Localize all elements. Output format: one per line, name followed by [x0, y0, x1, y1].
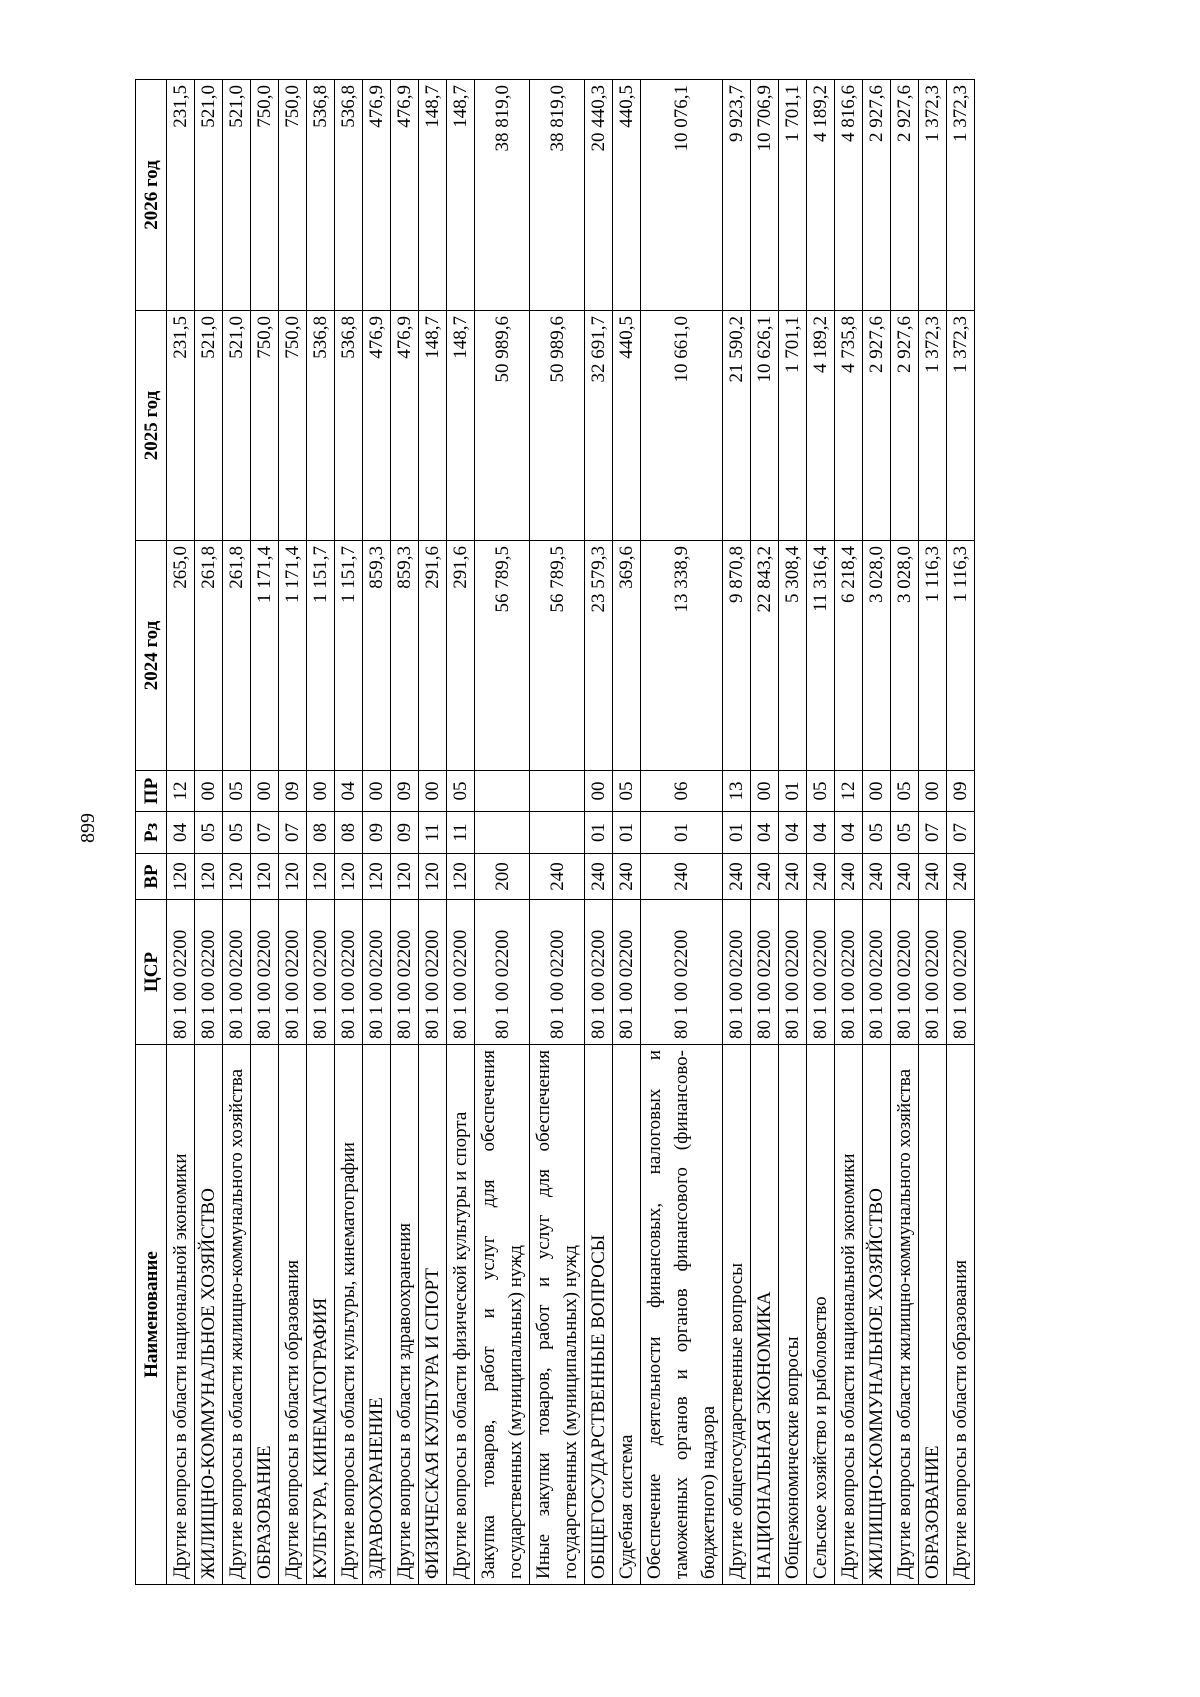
row-2025-cell: 536,8 — [307, 311, 335, 541]
row-name-cell: ОБРАЗОВАНИЕ — [919, 1045, 947, 1585]
table-row — [307, 80, 335, 1585]
row-csr-cell: 80 1 00 02200 — [223, 900, 251, 1045]
row-2025-cell: 10 661,0 — [641, 311, 723, 541]
row-2026-cell: 38 819,0 — [475, 80, 530, 311]
row-name-cell: Другие вопросы в области жилищно-коммунального хозяйства — [223, 1045, 251, 1585]
row-2025-cell: 536,8 — [335, 311, 363, 541]
row-2024-cell: 1 171,4 — [251, 541, 279, 771]
row-vr-cell: 120 — [251, 854, 279, 900]
table-row — [779, 80, 807, 1585]
row-csr-cell: 80 1 00 02200 — [835, 900, 863, 1045]
row-2024-cell: 1 151,7 — [335, 541, 363, 771]
row-pr-cell — [530, 771, 585, 812]
row-vr-cell: 240 — [919, 854, 947, 900]
row-csr-cell: 80 1 00 02200 — [279, 900, 307, 1045]
row-rz-cell: 01 — [723, 812, 751, 854]
row-pr-cell: 05 — [891, 771, 919, 812]
row-name-cell: Другие вопросы в области жилищно-коммунального хозяйства — [891, 1045, 919, 1585]
row-name-cell: Другие вопросы в области культуры, кинематографии — [335, 1045, 363, 1585]
row-pr-cell: 00 — [585, 771, 613, 812]
table-row — [530, 80, 585, 1585]
row-pr-cell: 09 — [279, 771, 307, 812]
row-2025-cell: 521,0 — [195, 311, 223, 541]
header-vr: ВР — [136, 854, 167, 900]
row-name-cell: Другие общегосударственные вопросы — [723, 1045, 751, 1585]
row-pr-cell: 05 — [447, 771, 475, 812]
row-vr-cell: 240 — [530, 854, 585, 900]
table-row — [195, 80, 223, 1585]
row-name-cell: Другие вопросы в области здравоохранения — [391, 1045, 419, 1585]
row-2026-cell: 536,8 — [307, 80, 335, 311]
row-2025-cell: 1 701,1 — [779, 311, 807, 541]
header-pr: ПР — [136, 771, 167, 812]
row-2026-cell: 2 927,6 — [863, 80, 891, 311]
table-row — [751, 80, 779, 1585]
row-2025-cell: 2 927,6 — [863, 311, 891, 541]
table-row — [363, 80, 391, 1585]
row-vr-cell: 120 — [307, 854, 335, 900]
row-2024-cell: 859,3 — [391, 541, 419, 771]
table-row — [891, 80, 919, 1585]
table-row — [723, 80, 751, 1585]
row-csr-cell: 80 1 00 02200 — [723, 900, 751, 1045]
row-2024-cell: 369,6 — [613, 541, 641, 771]
row-name-cell: ЖИЛИЩНО-КОММУНАЛЬНОЕ ХОЗЯЙСТВО — [863, 1045, 891, 1585]
row-2024-cell: 6 218,4 — [835, 541, 863, 771]
row-csr-cell: 80 1 00 02200 — [919, 900, 947, 1045]
row-csr-cell: 80 1 00 02200 — [891, 900, 919, 1045]
row-2025-cell: 231,5 — [167, 311, 195, 541]
table-row — [167, 80, 195, 1585]
row-2024-cell: 1 151,7 — [307, 541, 335, 771]
row-2024-cell: 5 308,4 — [779, 541, 807, 771]
row-2026-cell: 4 816,6 — [835, 80, 863, 311]
row-rz-cell — [475, 812, 530, 854]
table-row — [947, 80, 975, 1585]
row-vr-cell: 240 — [891, 854, 919, 900]
page-number: 899 — [77, 813, 99, 843]
row-name-cell: Другие вопросы в области физической культуры и спорта — [447, 1045, 475, 1585]
row-csr-cell: 80 1 00 02200 — [613, 900, 641, 1045]
row-pr-cell: 12 — [167, 771, 195, 812]
row-rz-cell: 07 — [251, 812, 279, 854]
row-csr-cell: 80 1 00 02200 — [363, 900, 391, 1045]
row-name-cell: ЖИЛИЩНО-КОММУНАЛЬНОЕ ХОЗЯЙСТВО — [195, 1045, 223, 1585]
row-rz-cell: 05 — [863, 812, 891, 854]
row-2026-cell: 1 372,3 — [919, 80, 947, 311]
row-csr-cell: 80 1 00 02200 — [447, 900, 475, 1045]
table-row — [613, 80, 641, 1585]
row-pr-cell: 00 — [251, 771, 279, 812]
row-2024-cell: 23 579,3 — [585, 541, 613, 771]
row-2025-cell: 1 372,3 — [947, 311, 975, 541]
row-csr-cell: 80 1 00 02200 — [641, 900, 723, 1045]
row-vr-cell: 120 — [447, 854, 475, 900]
row-csr-cell: 80 1 00 02200 — [475, 900, 530, 1045]
row-2024-cell: 56 789,5 — [475, 541, 530, 771]
budget-table-container — [135, 80, 1200, 1585]
table-row — [223, 80, 251, 1585]
row-2026-cell: 2 927,6 — [891, 80, 919, 311]
row-2025-cell: 440,5 — [613, 311, 641, 541]
row-rz-cell: 11 — [419, 812, 447, 854]
row-vr-cell: 240 — [723, 854, 751, 900]
row-2024-cell: 22 843,2 — [751, 541, 779, 771]
row-2025-cell: 50 989,6 — [530, 311, 585, 541]
table-row — [447, 80, 475, 1585]
table-row — [919, 80, 947, 1585]
row-csr-cell: 80 1 00 02200 — [419, 900, 447, 1045]
row-csr-cell: 80 1 00 02200 — [307, 900, 335, 1045]
row-pr-cell — [475, 771, 530, 812]
row-rz-cell: 11 — [447, 812, 475, 854]
row-csr-cell: 80 1 00 02200 — [530, 900, 585, 1045]
row-rz-cell: 05 — [891, 812, 919, 854]
row-vr-cell: 240 — [863, 854, 891, 900]
row-name-cell: Иные закупки товаров, работ и услуг для обеспечения государственных (муниципальных) нужд — [530, 1045, 585, 1585]
row-pr-cell: 12 — [835, 771, 863, 812]
row-2025-cell: 10 626,1 — [751, 311, 779, 541]
row-2024-cell: 3 028,0 — [863, 541, 891, 771]
row-rz-cell: 09 — [363, 812, 391, 854]
row-2025-cell: 750,0 — [251, 311, 279, 541]
header-2026: 2026 год — [136, 80, 167, 311]
row-name-cell: Другие вопросы в области образования — [279, 1045, 307, 1585]
row-vr-cell: 240 — [807, 854, 835, 900]
table-row — [807, 80, 835, 1585]
table-body — [167, 80, 975, 1585]
row-2024-cell: 1 171,4 — [279, 541, 307, 771]
row-2026-cell: 521,0 — [195, 80, 223, 311]
row-csr-cell: 80 1 00 02200 — [947, 900, 975, 1045]
row-2025-cell: 4 189,2 — [807, 311, 835, 541]
row-2026-cell: 4 189,2 — [807, 80, 835, 311]
row-name-cell: Закупка товаров, работ и услуг для обеспечения государственных (муниципальных) нужд — [475, 1045, 530, 1585]
row-name-cell: Другие вопросы в области национальной экономики — [167, 1045, 195, 1585]
header-rz: Рз — [136, 812, 167, 854]
row-pr-cell: 13 — [723, 771, 751, 812]
row-2024-cell: 11 316,4 — [807, 541, 835, 771]
budget-table — [135, 79, 975, 1585]
row-name-cell: Другие вопросы в области образования — [947, 1045, 975, 1585]
row-2026-cell: 10 076,1 — [641, 80, 723, 311]
row-pr-cell: 00 — [363, 771, 391, 812]
row-name-cell: НАЦИОНАЛЬНАЯ ЭКОНОМИКА — [751, 1045, 779, 1585]
row-csr-cell: 80 1 00 02200 — [335, 900, 363, 1045]
row-rz-cell: 04 — [167, 812, 195, 854]
row-vr-cell: 120 — [167, 854, 195, 900]
row-rz-cell: 07 — [279, 812, 307, 854]
table-row — [641, 80, 723, 1585]
table-row — [251, 80, 279, 1585]
row-2025-cell: 476,9 — [363, 311, 391, 541]
table-row — [863, 80, 891, 1585]
table-row — [475, 80, 530, 1585]
row-name-cell: ФИЗИЧЕСКАЯ КУЛЬТУРА И СПОРТ — [419, 1045, 447, 1585]
row-pr-cell: 05 — [223, 771, 251, 812]
row-2024-cell: 56 789,5 — [530, 541, 585, 771]
row-csr-cell: 80 1 00 02200 — [863, 900, 891, 1045]
row-rz-cell: 04 — [779, 812, 807, 854]
row-2024-cell: 261,8 — [195, 541, 223, 771]
row-2024-cell: 1 116,3 — [919, 541, 947, 771]
row-2026-cell: 440,5 — [613, 80, 641, 311]
row-rz-cell: 08 — [307, 812, 335, 854]
table-row — [419, 80, 447, 1585]
row-2025-cell: 476,9 — [391, 311, 419, 541]
row-pr-cell: 00 — [919, 771, 947, 812]
table-row — [585, 80, 613, 1585]
row-rz-cell: 04 — [835, 812, 863, 854]
row-name-cell: КУЛЬТУРА, КИНЕМАТОГРАФИЯ — [307, 1045, 335, 1585]
row-2026-cell: 10 706,9 — [751, 80, 779, 311]
row-2026-cell: 750,0 — [251, 80, 279, 311]
row-vr-cell: 240 — [585, 854, 613, 900]
header-csr: ЦСР — [136, 900, 167, 1045]
row-rz-cell: 09 — [391, 812, 419, 854]
table-row — [835, 80, 863, 1585]
row-pr-cell: 09 — [391, 771, 419, 812]
row-2026-cell: 20 440,3 — [585, 80, 613, 311]
row-2025-cell: 21 590,2 — [723, 311, 751, 541]
row-2025-cell: 50 989,6 — [475, 311, 530, 541]
row-csr-cell: 80 1 00 02200 — [807, 900, 835, 1045]
header-2024: 2024 год — [136, 541, 167, 771]
row-vr-cell: 120 — [363, 854, 391, 900]
row-vr-cell: 120 — [335, 854, 363, 900]
row-2026-cell: 38 819,0 — [530, 80, 585, 311]
row-2025-cell: 148,7 — [447, 311, 475, 541]
row-pr-cell: 05 — [807, 771, 835, 812]
row-vr-cell: 120 — [195, 854, 223, 900]
row-csr-cell: 80 1 00 02200 — [251, 900, 279, 1045]
row-name-cell: Общеэкономические вопросы — [779, 1045, 807, 1585]
row-2024-cell: 3 028,0 — [891, 541, 919, 771]
row-vr-cell: 120 — [279, 854, 307, 900]
row-rz-cell: 07 — [947, 812, 975, 854]
row-2024-cell: 9 870,8 — [723, 541, 751, 771]
row-2025-cell: 521,0 — [223, 311, 251, 541]
row-vr-cell: 120 — [223, 854, 251, 900]
row-2024-cell: 859,3 — [363, 541, 391, 771]
row-vr-cell: 240 — [835, 854, 863, 900]
row-pr-cell: 00 — [419, 771, 447, 812]
row-csr-cell: 80 1 00 02200 — [585, 900, 613, 1045]
row-vr-cell: 240 — [641, 854, 723, 900]
row-2025-cell: 32 691,7 — [585, 311, 613, 541]
row-rz-cell: 01 — [613, 812, 641, 854]
row-vr-cell: 120 — [391, 854, 419, 900]
row-pr-cell: 00 — [195, 771, 223, 812]
row-name-cell: ОБРАЗОВАНИЕ — [251, 1045, 279, 1585]
row-pr-cell: 00 — [863, 771, 891, 812]
header-2025: 2025 год — [136, 311, 167, 541]
row-name-cell: Другие вопросы в области национальной экономики — [835, 1045, 863, 1585]
row-2025-cell: 1 372,3 — [919, 311, 947, 541]
header-name: Наименование — [136, 1045, 167, 1585]
row-csr-cell: 80 1 00 02200 — [167, 900, 195, 1045]
row-rz-cell: 01 — [585, 812, 613, 854]
row-csr-cell: 80 1 00 02200 — [751, 900, 779, 1045]
row-2025-cell: 750,0 — [279, 311, 307, 541]
row-2026-cell: 9 923,7 — [723, 80, 751, 311]
row-2024-cell: 261,8 — [223, 541, 251, 771]
row-2026-cell: 476,9 — [391, 80, 419, 311]
row-rz-cell: 04 — [751, 812, 779, 854]
row-pr-cell: 04 — [335, 771, 363, 812]
row-2026-cell: 536,8 — [335, 80, 363, 311]
row-pr-cell: 05 — [613, 771, 641, 812]
table-row — [279, 80, 307, 1585]
row-2024-cell: 265,0 — [167, 541, 195, 771]
row-rz-cell — [530, 812, 585, 854]
row-pr-cell: 00 — [307, 771, 335, 812]
table-row — [391, 80, 419, 1585]
row-vr-cell: 240 — [751, 854, 779, 900]
row-2024-cell: 1 116,3 — [947, 541, 975, 771]
row-2026-cell: 521,0 — [223, 80, 251, 311]
row-name-cell: Обеспечение деятельности финансовых, налоговых и таможенных органов и органов финансового (финансово-бюджетного) надзора — [641, 1045, 723, 1585]
row-csr-cell: 80 1 00 02200 — [779, 900, 807, 1045]
row-2026-cell: 1 701,1 — [779, 80, 807, 311]
row-name-cell: ЗДРАВООХРАНЕНИЕ — [363, 1045, 391, 1585]
row-vr-cell: 240 — [779, 854, 807, 900]
row-2025-cell: 2 927,6 — [891, 311, 919, 541]
table-header-row — [136, 80, 167, 1585]
row-rz-cell: 04 — [807, 812, 835, 854]
row-pr-cell: 00 — [751, 771, 779, 812]
row-rz-cell: 05 — [223, 812, 251, 854]
row-vr-cell: 240 — [947, 854, 975, 900]
row-rz-cell: 08 — [335, 812, 363, 854]
row-2024-cell: 291,6 — [447, 541, 475, 771]
row-csr-cell: 80 1 00 02200 — [391, 900, 419, 1045]
row-rz-cell: 01 — [641, 812, 723, 854]
row-pr-cell: 06 — [641, 771, 723, 812]
row-pr-cell: 01 — [779, 771, 807, 812]
row-vr-cell: 200 — [475, 854, 530, 900]
row-vr-cell: 120 — [419, 854, 447, 900]
row-csr-cell: 80 1 00 02200 — [195, 900, 223, 1045]
row-2026-cell: 750,0 — [279, 80, 307, 311]
row-2026-cell: 231,5 — [167, 80, 195, 311]
row-rz-cell: 07 — [919, 812, 947, 854]
row-2026-cell: 148,7 — [419, 80, 447, 311]
row-pr-cell: 09 — [947, 771, 975, 812]
row-2026-cell: 476,9 — [363, 80, 391, 311]
row-2025-cell: 4 735,8 — [835, 311, 863, 541]
row-rz-cell: 05 — [195, 812, 223, 854]
row-2025-cell: 148,7 — [419, 311, 447, 541]
table-row — [335, 80, 363, 1585]
row-2024-cell: 291,6 — [419, 541, 447, 771]
row-2026-cell: 148,7 — [447, 80, 475, 311]
row-name-cell: Судебная система — [613, 1045, 641, 1585]
row-name-cell: ОБЩЕГОСУДАРСТВЕННЫЕ ВОПРОСЫ — [585, 1045, 613, 1585]
row-2026-cell: 1 372,3 — [947, 80, 975, 311]
row-vr-cell: 240 — [613, 854, 641, 900]
row-name-cell: Сельское хозяйство и рыболовство — [807, 1045, 835, 1585]
row-2024-cell: 13 338,9 — [641, 541, 723, 771]
